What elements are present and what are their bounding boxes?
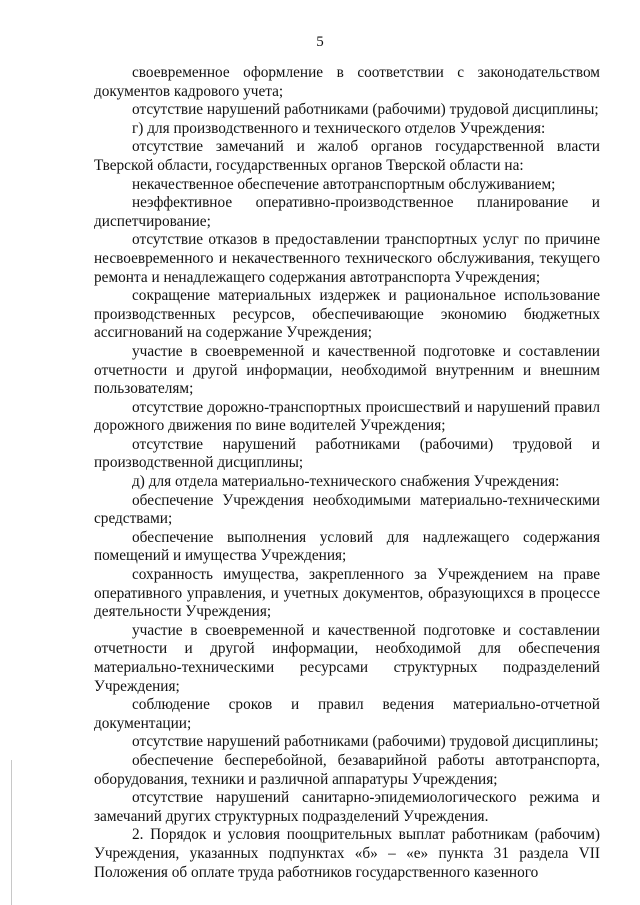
paragraph: отсутствие нарушений работниками (рабочими) трудовой и производственной дисциплины; — [94, 435, 600, 472]
paragraph: некачественное обеспечение автотранспортным обслуживанием; — [132, 175, 556, 193]
paragraph: отсутствие нарушений санитарно-эпидемиологического режима и замечаний других структурных подразделений Учреждения. — [94, 789, 600, 825]
document-body — [94, 64, 600, 882]
subsection-heading: д) для отдела материально-технического снабжения Учреждения: — [132, 473, 560, 491]
page-number: 5 — [316, 34, 324, 50]
paragraph: соблюдение сроков и правил ведения материально-отчетной документации; — [94, 696, 600, 732]
paragraph: отсутствие нарушений работниками (рабочими) трудовой дисциплины; — [132, 101, 599, 119]
paragraph: обеспечение выполнения условий для надлежащего содержания помещений и имущества Учреждения; — [94, 528, 600, 565]
paragraph: участие в своевременной и качественной подготовке и составлении отчетности и другой информации, необходимой для обеспечения материально-техническими ресурсами структурных подразделений Учреждения; — [94, 621, 600, 695]
scan-edge-line — [11, 760, 12, 905]
paragraph: сохранность имущества, закрепленного за Учреждением на праве оперативного управления, и учетных документов, образующихся в процессе деятельности Учреждения; — [94, 566, 600, 621]
paragraph: участие в своевременной и качественной подготовке и составлении отчетности и другой информации, необходимой внутренним и внешним пользователям; — [94, 342, 600, 398]
paragraph: отсутствие замечаний и жалоб органов государственной власти Тверской области, государственных органов Тверской области на: — [94, 138, 600, 174]
paragraph: обеспечение бесперебойной, безаварийной работы автотранспорта, оборудования, техники и различной аппаратуры Учреждения; — [94, 751, 600, 788]
paragraph: неэффективное оперативно-производственное планирование и диспетчирование; — [94, 194, 600, 230]
subsection-heading: г) для производственного и технического отделов Учреждения: — [132, 119, 546, 137]
numbered-paragraph: 2. Порядок и условия поощрительных выплат работникам (рабочим) Учреждения, указанных подпунктах «б» – «е» пункта 31 раздела VII Положения об оплате труда работников государственного казенного — [94, 826, 600, 881]
paragraph: обеспечение Учреждения необходимыми материально-техническими средствами; — [94, 491, 600, 528]
paragraph: своевременное оформление в соответствии с законодательством документов кадрового учета; — [94, 64, 600, 100]
paragraph: сокращение материальных издержек и рациональное использование производственных ресурсов, обеспечивающие экономию бюджетных ассигнований на содержание Учреждения; — [94, 287, 600, 342]
paragraph: отсутствие дорожно-транспортных происшествий и нарушений правил дорожного движения по вине водителей Учреждения; — [94, 398, 600, 435]
paragraph: отсутствие нарушений работниками (рабочими) трудовой дисциплины; — [132, 733, 599, 751]
paragraph: отсутствие отказов в предоставлении транспортных услуг по причине несвоевременного и некачественного технического обслуживания, текущего ремонта и ненадлежащего содержания автотранспорта Учреждения; — [94, 231, 600, 286]
